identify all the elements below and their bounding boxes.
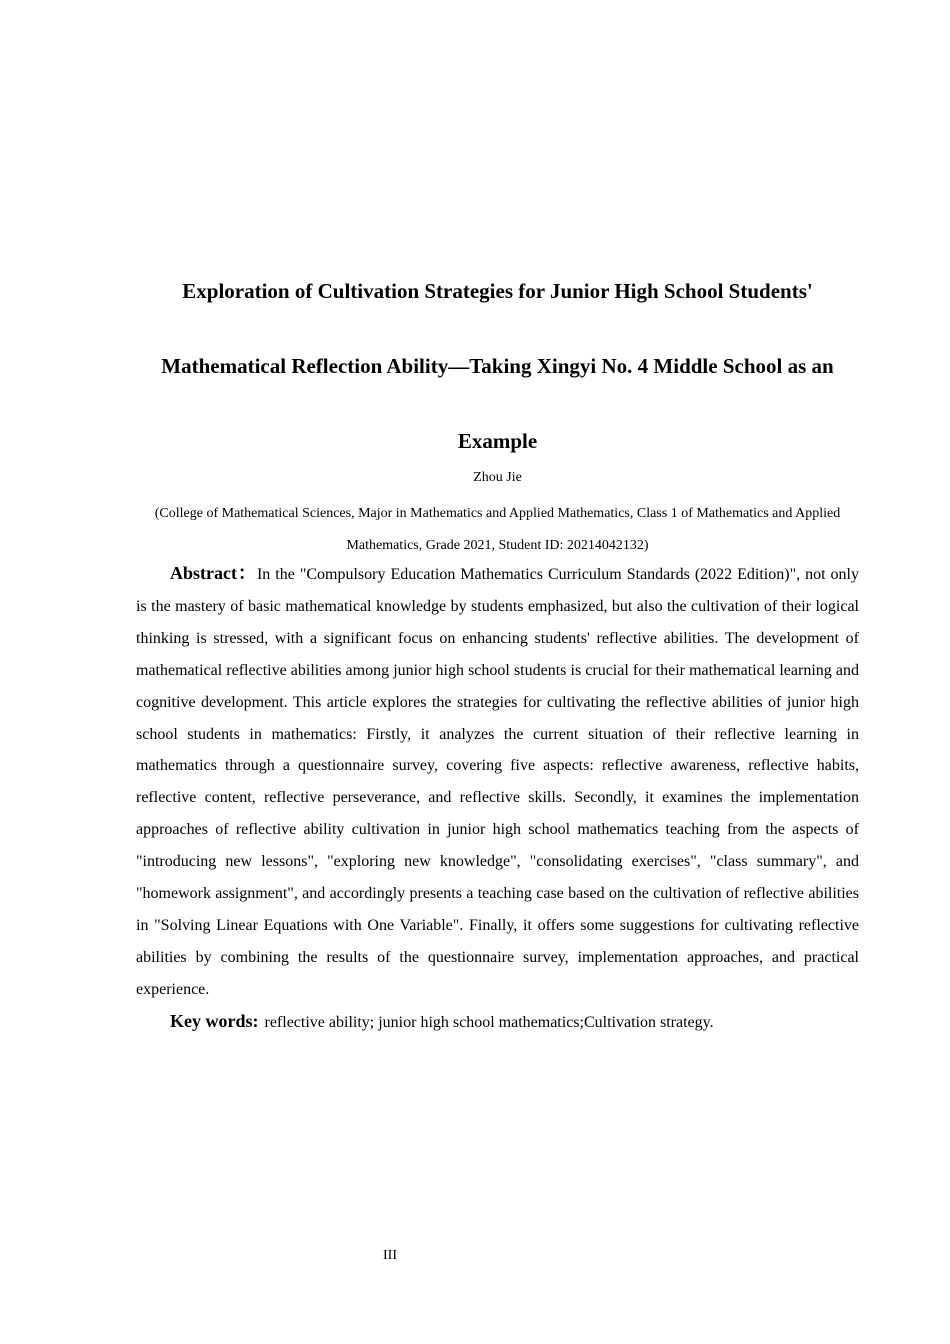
keywords-label: Key words: xyxy=(170,1011,259,1031)
title-line-3: Example xyxy=(457,429,538,453)
keywords-paragraph xyxy=(136,1006,859,1038)
title-line-2: Mathematical Reflection Ability—Taking Xingyi No. 4 Middle School as an xyxy=(161,354,834,378)
abstract-paragraph xyxy=(136,558,859,1006)
abstract-label: Abstract： xyxy=(170,563,257,583)
abstract-text: In the "Compulsory Education Mathematics Curriculum Standards (2022 Edition)", not only is the mastery of basic mathematical knowledge by students emphasized, but also the cultivation of their logical thinking is stressed, with a significant focus on enhancing students' reflective abilities. The development of mathematical reflective abilities among junior high school students is crucial for their mathematical learning and cognitive development. This article explores the strategies for cultivating the reflective abilities of junior high school students in mathematics: Firstly, it analyzes the current situation of their reflective learning in mathematics through a questionnaire survey, covering five aspects: reflective awareness, reflective habits, reflective content, reflective perseverance, and reflective skills. Secondly, it examines the implementation approaches of reflective ability cultivation in junior high school mathematics teaching from the aspects of "introducing new lessons", "exploring new knowledge", "consolidating exercises", "class summary", and "homework assignment", and accordingly presents a teaching case based on the cultivation of reflective abilities in "Solving Linear Equations with One Variable". Finally, it offers some suggestions for cultivating reflective abilities by combining the results of the questionnaire survey, implementation approaches, and practical experience. xyxy=(136,566,859,998)
keywords-text: reflective ability; junior high school mathematics;Cultivation strategy. xyxy=(264,1014,714,1031)
author-affiliation: (College of Mathematical Sciences, Major in Mathematics and Applied Mathematics, Class 1 of Mathematics and Applied Mathematics, Grade 2021, Student ID: 20214042132) xyxy=(154,506,841,553)
page-number: III xyxy=(383,1248,397,1263)
title-line-1: Exploration of Cultivation Strategies for Junior High School Students' xyxy=(182,279,813,303)
paper-title xyxy=(100,254,895,479)
author-name: Zhou Jie xyxy=(473,470,522,485)
